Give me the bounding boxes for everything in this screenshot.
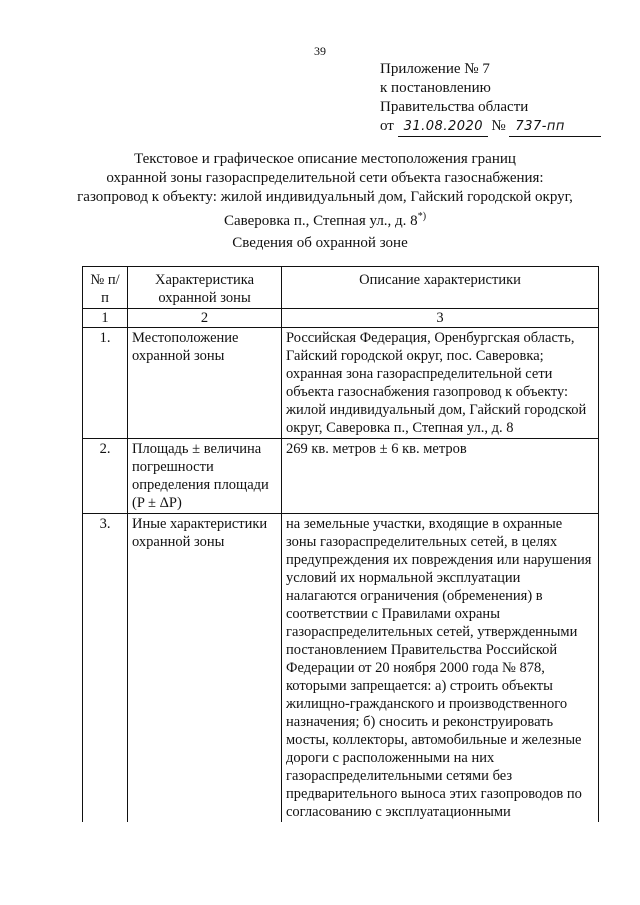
row-characteristic: Местоположение охранной зоны xyxy=(128,328,282,439)
table-row xyxy=(83,439,599,514)
appendix-line-1: Приложение № 7 xyxy=(380,61,490,77)
table-index-row xyxy=(83,309,599,328)
section-subtitle: Сведения об охранной зоне xyxy=(232,235,408,251)
from-label: от xyxy=(380,118,394,134)
row-number: 1. xyxy=(83,328,128,439)
header-description: Описание характеристики xyxy=(282,267,599,309)
appendix-block xyxy=(380,60,601,137)
row-characteristic: Иные характеристики охранной зоны xyxy=(128,514,282,823)
row-characteristic: Площадь ± величина погрешности определения площади (P ± ΔP) xyxy=(128,439,282,514)
header-number: № п/п xyxy=(83,267,128,309)
page-number: 39 xyxy=(314,44,326,58)
appendix-line-3: Правительства области xyxy=(380,99,529,115)
row-description: на земельные участки, входящие в охранные зоны газораспределительных сетей, в целях предупреждения их повреждения или нарушения условий их нормальной эксплуатации налагаются ограничения (обременения) в соответствии с Правилами охраны газораспределительных сетей, утвержденными постановлением Правительства Российской Федерации от 20 ноября 2000 года № 878, которыми запрещается: а) строить объекты жилищно-гражданского и производственного назначения; б) сносить и реконструировать мосты, коллекторы, автомобильные и железные дороги с расположенными на них газораспределительными сетями без предварительного выноса этих газопроводов по согласованию с эксплуатационными xyxy=(282,514,599,823)
handwritten-number: 737-пп xyxy=(509,117,601,137)
index-cell: 2 xyxy=(128,309,282,328)
table-row xyxy=(83,514,599,823)
appendix-line-2: к постановлению xyxy=(380,80,491,96)
row-number: 3. xyxy=(83,514,128,823)
row-number: 2. xyxy=(83,439,128,514)
table-row xyxy=(83,328,599,439)
index-cell: 1 xyxy=(83,309,128,328)
index-cell: 3 xyxy=(282,309,599,328)
title-line-3: газопровод к объекту: жилой индивидуальный дом, Гайский городской округ, xyxy=(77,189,573,205)
handwritten-date: 31.08.2020 xyxy=(398,117,488,137)
title-line-2: охранной зоны газораспределительной сети объекта газоснабжения: xyxy=(106,170,544,186)
title-line-4-wrap xyxy=(60,207,590,231)
table-header-row xyxy=(83,267,599,309)
row-description: 269 кв. метров ± 6 кв. метров xyxy=(282,439,599,514)
appendix-date-line xyxy=(380,117,601,137)
document-title xyxy=(60,150,590,231)
footnote-mark: *) xyxy=(417,211,427,222)
number-label: № xyxy=(491,118,506,134)
protection-zone-table xyxy=(82,266,599,822)
header-characteristic: Характеристика охранной зоны xyxy=(128,267,282,309)
title-line-4: Саверовка п., Степная ул., д. 8 xyxy=(223,213,418,229)
row-description: Российская Федерация, Оренбургская область, Гайский городской округ, пос. Саверовка; охранная зона газораспределительной сети объекта газоснабжения газопровод к объекту: жилой индивидуальный дом, Гайский городской округ, Саверовка п., Степная ул., д. 8 xyxy=(282,328,599,439)
title-line-1: Текстовое и графическое описание местоположения границ xyxy=(134,151,516,167)
